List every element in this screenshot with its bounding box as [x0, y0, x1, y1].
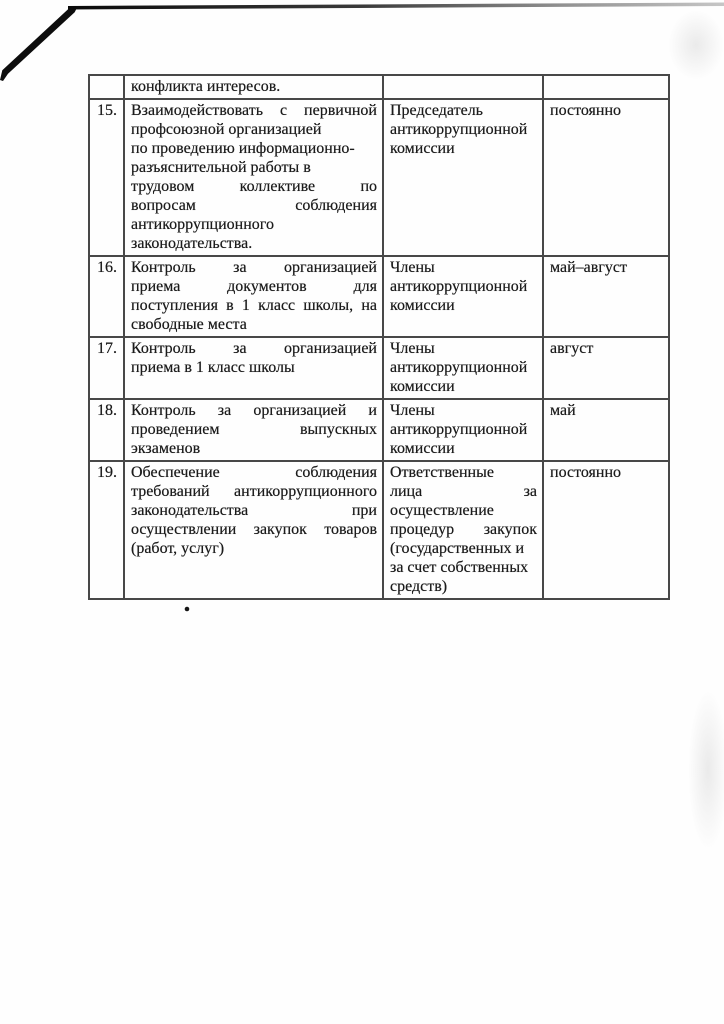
measure-line: экзаменов	[131, 440, 201, 457]
responsible-line: антикоррупционной	[390, 359, 528, 376]
measure-line: требований антикоррупционного	[131, 483, 377, 500]
measure-line: законодательства при	[131, 502, 377, 519]
row-number-cell: 17.	[89, 337, 124, 399]
measure-line: Контроль за организацией	[131, 340, 377, 357]
measure-line: Контроль за организацией и	[131, 402, 377, 419]
responsible-line: комиссии	[390, 440, 455, 457]
scan-edge-line	[68, 3, 724, 10]
responsible-line: процедур закупок	[390, 521, 537, 538]
plan-table-body	[89, 75, 669, 599]
responsible-line: антикоррупционной	[390, 278, 528, 295]
period-cell: постоянно	[543, 99, 669, 256]
measure-line: вопросам соблюдения	[131, 197, 377, 214]
responsible-line: средств)	[390, 578, 448, 595]
measure-line: поступления в 1 класс школы, на	[131, 297, 377, 314]
period-cell	[543, 75, 669, 99]
responsible-line: Члены	[390, 259, 435, 276]
measure-line: трудовом коллективе по	[131, 178, 377, 195]
responsible-line: Члены	[390, 340, 435, 357]
period-cell: май	[543, 399, 669, 461]
table-row	[89, 75, 669, 99]
measure-line: (работ, услуг)	[131, 540, 225, 557]
responsible-cell	[383, 337, 543, 399]
table-row	[89, 99, 669, 256]
measure-line: конфликта интересов.	[131, 78, 281, 95]
responsible-line: Члены	[390, 402, 435, 419]
measure-cell	[124, 256, 383, 337]
period-cell: май–август	[543, 256, 669, 337]
measure-line: приема в 1 класс школы	[131, 359, 295, 376]
measure-line: приема документов для	[131, 278, 377, 295]
table-row	[89, 337, 669, 399]
measure-line: Взаимодействовать с первичной	[131, 102, 377, 119]
responsible-cell	[383, 75, 543, 99]
responsible-line: комиссии	[390, 140, 455, 157]
responsible-line: Председатель	[390, 102, 483, 119]
row-number-cell: 16.	[89, 256, 124, 337]
measure-line: по проведению информационно-	[131, 140, 355, 157]
measure-cell	[124, 461, 383, 599]
responsible-line: Ответственные	[390, 464, 494, 481]
measure-line: законодательства.	[131, 235, 253, 252]
measure-line: свободные места	[131, 316, 247, 333]
responsible-cell	[383, 256, 543, 337]
ink-dot	[185, 607, 190, 612]
responsible-line: антикоррупционной	[390, 121, 528, 138]
row-number-cell: 18.	[89, 399, 124, 461]
period-cell: постоянно	[543, 461, 669, 599]
measure-cell	[124, 399, 383, 461]
responsible-cell	[383, 99, 543, 256]
measure-cell	[124, 99, 383, 256]
measure-cell	[124, 75, 383, 99]
scan-smudge	[668, 10, 724, 80]
table-row	[89, 256, 669, 337]
responsible-line: комиссии	[390, 297, 455, 314]
anticorruption-plan-table	[88, 74, 670, 600]
measure-line: профсоюзной организацией	[131, 121, 322, 138]
measure-line: разъяснительной работы в	[131, 159, 311, 176]
table-row	[89, 399, 669, 461]
period-cell: август	[543, 337, 669, 399]
row-number-cell: 15.	[89, 99, 124, 256]
measure-line: проведением выпускных	[131, 421, 377, 438]
pen-stroke-mark	[0, 6, 77, 81]
measure-line: антикоррупционного	[131, 216, 274, 233]
responsible-line: лица за	[390, 483, 537, 500]
scan-smudge	[688, 690, 724, 850]
responsible-cell	[383, 399, 543, 461]
row-number-cell	[89, 75, 124, 99]
measure-line: Контроль за организацией	[131, 259, 377, 276]
measure-line: осуществлении закупок товаров	[131, 521, 377, 538]
responsible-line: за счет собственных	[390, 559, 529, 576]
responsible-cell	[383, 461, 543, 599]
responsible-line: осуществление	[390, 502, 494, 519]
responsible-line: (государственных и	[390, 540, 525, 557]
measure-line: Обеспечение соблюдения	[131, 464, 377, 481]
responsible-line: комиссии	[390, 378, 455, 395]
responsible-line: антикоррупционной	[390, 421, 528, 438]
measure-cell	[124, 337, 383, 399]
table-row	[89, 461, 669, 599]
row-number-cell: 19.	[89, 461, 124, 599]
